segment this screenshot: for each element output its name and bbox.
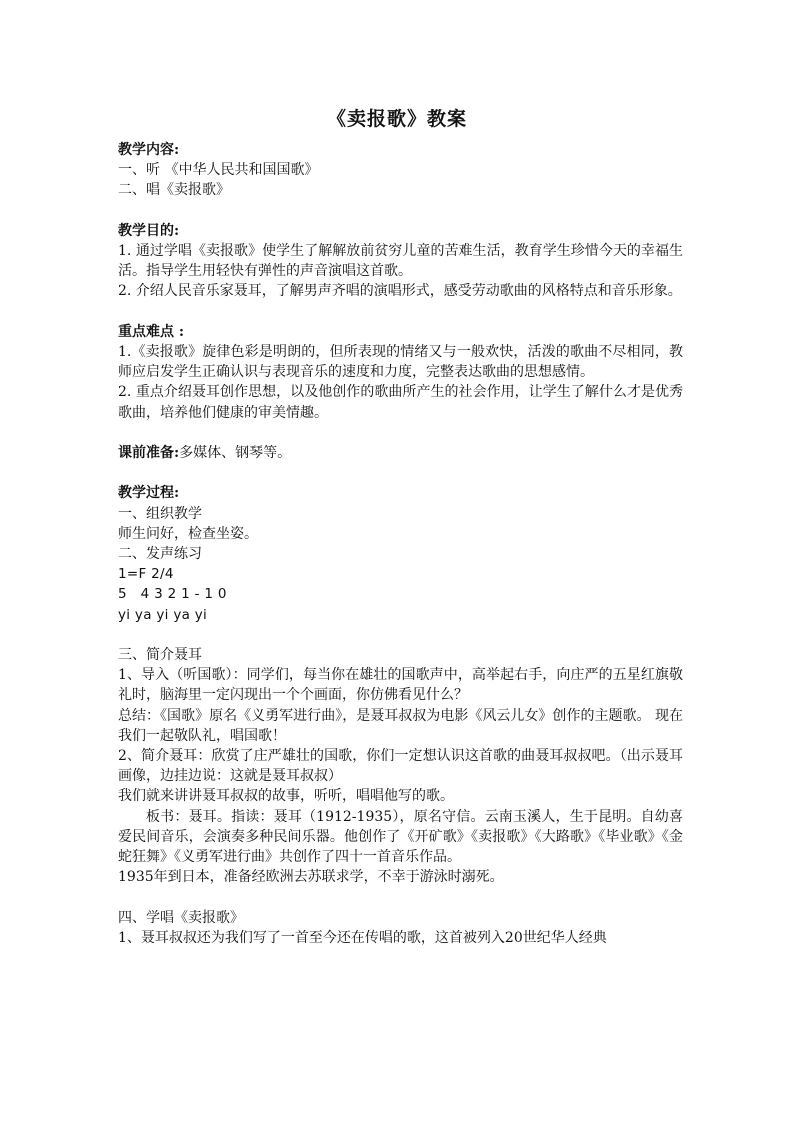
key-signature: 1=F 2/4 <box>118 566 174 583</box>
goals-paragraph: 2. 介绍人民音乐家聂耳，了解男声齐唱的演唱形式，感受劳动歌曲的风格特点和音乐形象。 <box>118 283 682 300</box>
step-heading: 二、发声练习 <box>118 546 202 562</box>
goals-paragraph: 1. 通过学唱《卖报歌》使学生了解解放前贫穷儿童的苦难生活，教育学生珍惜今天的幸福生活。指导学生用轻快有弹性的声音演唱这首歌。 <box>118 243 683 280</box>
vocal-syllables: yi ya yi ya yi <box>118 606 208 623</box>
section-heading-content: 教学内容: <box>118 142 180 158</box>
step-heading: 三、简介聂耳 <box>118 647 202 663</box>
step-heading: 四、学唱《卖报歌》 <box>118 909 244 926</box>
step-paragraph: 1935年到日本，准备经欧洲去苏联求学，不幸于游泳时溺死。 <box>118 869 504 886</box>
keypoints-paragraph: 2. 重点介绍聂耳创作思想，以及他创作的歌曲所产生的社会作用，让学生了解什么才是优秀歌曲，培养他们健康的审美情趣。 <box>118 384 683 421</box>
prep-line <box>118 443 683 463</box>
prep-text: 多媒体、钢琴等。 <box>179 445 292 461</box>
step-paragraph: 1、聂耳叔叔还为我们写了一首至今还在传唱的歌，这首被列入20世纪华人经典 <box>118 929 607 946</box>
prep-label: 课前准备: <box>118 445 180 461</box>
document-body <box>118 140 683 948</box>
step-heading: 一、组织教学 <box>118 505 202 522</box>
step-paragraph: 板书：聂耳。指读：聂耳（1912-1935），原名守信。云南玉溪人，生于昆明。自幼喜 爱民间音乐，会演奏多种民间乐器。他创作了《开矿歌》《卖报歌》《大路歌》《毕业歌》《金蛇狂舞》《义勇军进行曲》共创作了四十一首音乐作品。 <box>118 808 683 866</box>
section-heading-keypoints: 重点难点 : <box>118 323 185 340</box>
vocal-notes: 5 4 3 2 1 - 1 0 <box>118 586 227 603</box>
step-paragraph: 我们就来讲讲聂耳叔叔的故事，听听，唱唱他写的歌。 <box>118 788 454 805</box>
section-heading-goals: 教学目的: <box>118 222 180 239</box>
keypoints-paragraph: 1.《卖报歌》旋律色彩是明朗的，但所表现的情绪又与一般欢快，活泼的歌曲不尽相同，教师应启发学生正确认识与表现音乐的速度和力度，完整表达歌曲的思想感情。 <box>118 344 683 381</box>
step-paragraph: 1、导入（听国歌）：同学们，每当你在雄壮的国歌声中，高举起右手，向庄严的五星红旗敬礼时，脑海里一定闪现出一个个画面，你仿佛看见什么？ <box>118 667 683 704</box>
step-paragraph: 总结：《国歌》原名《义勇军进行曲》，是聂耳叔叔为电影《风云儿女》创作的主题歌。 现在我们一起敬队礼，唱国歌！ <box>118 707 683 744</box>
page-title: 《卖报歌》教案 <box>326 108 467 130</box>
step-paragraph: 2、简介聂耳：欣赏了庄严雄壮的国歌，你们一定想认识这首歌的曲聂耳叔叔吧。（出示聂耳画像，边挂边说：这就是聂耳叔叔） <box>118 748 683 785</box>
content-item: 二、唱《卖报歌》 <box>118 182 230 199</box>
content-item: 一、听 《中华人民共和国国歌》 <box>118 162 319 179</box>
step-text: 师生问好，检查坐姿。 <box>118 525 258 542</box>
section-heading-process: 教学过程: <box>118 485 180 502</box>
